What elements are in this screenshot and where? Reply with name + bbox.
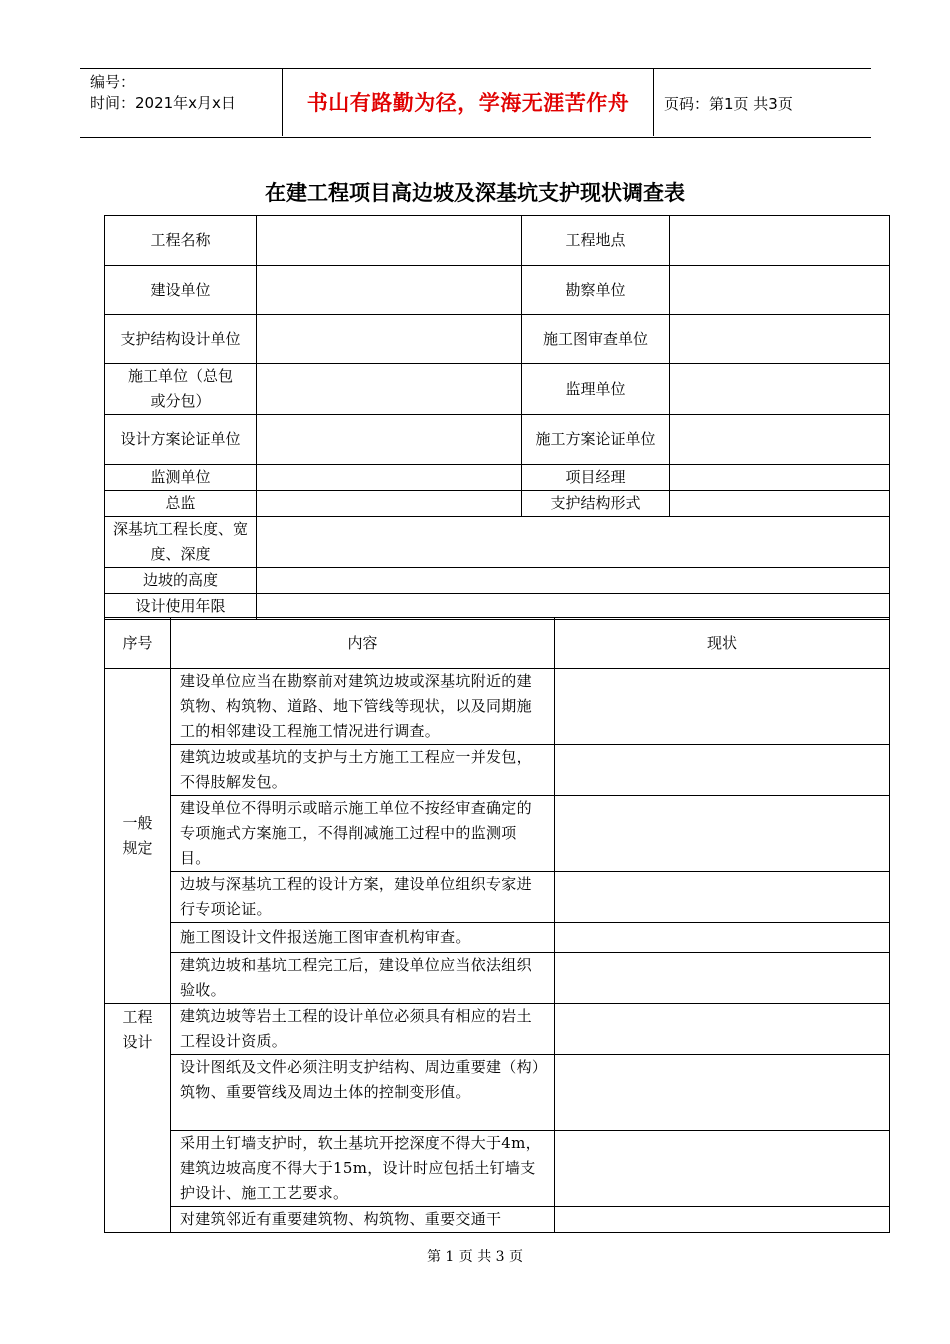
table-row [105,923,890,953]
info-row [105,594,890,620]
info-value-field[interactable] [670,364,890,415]
table-row [105,1207,890,1233]
info-row [105,315,890,364]
table-row [105,953,890,1004]
info-value-field[interactable] [670,315,890,364]
info-label: 设计使用年限 [105,594,257,620]
column-header-status: 现状 [555,618,890,669]
document-title: 在建工程项目高边坡及深基坑支护现状调查表 [265,181,685,205]
item-content: 采用土钉墙支护时，软土基坑开挖深度不得大于4m，建筑边坡高度不得大于15m，设计时应包括土钉墙支护设计、施工工艺要求。 [171,1131,555,1207]
info-label: 项目经理 [522,465,670,491]
category-cell-general: 一般规定 [105,669,171,1004]
status-field[interactable] [555,745,890,796]
item-content: 建设单位不得明示或暗示施工单位不按经审查确定的专项施式方案施工，不得削减施工过程中的监测项目。 [171,796,555,872]
page-footer: 第 1 页 共 3 页 [426,1249,524,1265]
item-content: 施工图设计文件报送施工图审查机构审查。 [171,923,555,953]
info-value-field[interactable] [670,491,890,517]
info-value-field[interactable] [257,491,522,517]
info-label: 施工图审查单位 [522,315,670,364]
status-field[interactable] [555,1004,890,1055]
info-value-field[interactable] [670,266,890,315]
info-label: 施工单位（总包或分包） [105,364,257,415]
info-label: 工程名称 [105,216,257,266]
info-row [105,364,890,415]
info-row [105,266,890,315]
header-motto: 书山有路勤为径，学海无涯苦作舟 [282,68,654,136]
status-field[interactable] [555,1055,890,1131]
status-field[interactable] [555,923,890,953]
info-row [105,491,890,517]
checklist-header-row [105,618,890,669]
info-row [105,568,890,594]
info-value-field[interactable] [257,266,522,315]
item-content: 边坡与深基坑工程的设计方案，建设单位组织专家进行专项论证。 [171,872,555,923]
table-row [105,669,890,745]
info-row [105,216,890,266]
info-row [105,415,890,465]
column-header-content: 内容 [171,618,555,669]
status-field[interactable] [555,1207,890,1233]
info-label: 勘察单位 [522,266,670,315]
category-cell-design: 工程设计 [105,1004,171,1233]
item-content: 设计图纸及文件必须注明支护结构、周边重要建（构）筑物、重要管线及周边土体的控制变形值。 [171,1055,555,1131]
info-label: 设计方案论证单位 [105,415,257,465]
info-label: 建设单位 [105,266,257,315]
info-row [105,517,890,568]
info-row [105,465,890,491]
info-label: 边坡的高度 [105,568,257,594]
status-field[interactable] [555,953,890,1004]
status-field[interactable] [555,669,890,745]
project-info-table [104,215,890,620]
table-row [105,1131,890,1207]
item-content: 对建筑邻近有重要建筑物、构筑物、重要交通干 [171,1207,555,1233]
info-value-field[interactable] [257,364,522,415]
info-label: 监理单位 [522,364,670,415]
info-label: 总监 [105,491,257,517]
info-value-field[interactable] [257,315,522,364]
info-label: 工程地点 [522,216,670,266]
inspection-checklist-table [104,617,890,1233]
info-value-field[interactable] [670,216,890,266]
table-row [105,1055,890,1131]
info-label: 支护结构设计单位 [105,315,257,364]
info-label: 监测单位 [105,465,257,491]
info-value-field[interactable] [257,465,522,491]
status-field[interactable] [555,1131,890,1207]
header-meta [90,72,282,114]
info-value-field[interactable] [257,216,522,266]
info-label: 支护结构形式 [522,491,670,517]
info-value-field[interactable] [257,594,890,620]
document-number-label: 编号： [90,73,136,91]
table-row [105,1004,890,1055]
status-field[interactable] [555,872,890,923]
header-page-code: 页码：第1页 共3页 [664,94,793,113]
info-value-field[interactable] [670,415,890,465]
table-row [105,745,890,796]
info-value-field[interactable] [257,415,522,465]
table-row [105,796,890,872]
column-header-no: 序号 [105,618,171,669]
info-value-field[interactable] [670,465,890,491]
page-header [80,68,871,138]
info-label: 深基坑工程长度、宽度、深度 [105,517,257,568]
info-value-field[interactable] [257,517,890,568]
document-date-label: 时间：2021年x月x日 [90,94,236,112]
item-content: 建筑边坡或基坑的支护与土方施工工程应一并发包，不得肢解发包。 [171,745,555,796]
item-content: 建筑边坡等岩土工程的设计单位必须具有相应的岩土工程设计资质。 [171,1004,555,1055]
info-label: 施工方案论证单位 [522,415,670,465]
table-row [105,872,890,923]
status-field[interactable] [555,796,890,872]
info-value-field[interactable] [257,568,890,594]
item-content: 建筑边坡和基坑工程完工后，建设单位应当依法组织验收。 [171,953,555,1004]
item-content: 建设单位应当在勘察前对建筑边坡或深基坑附近的建筑物、构筑物、道路、地下管线等现状，以及同期施工的相邻建设工程施工情况进行调查。 [171,669,555,745]
